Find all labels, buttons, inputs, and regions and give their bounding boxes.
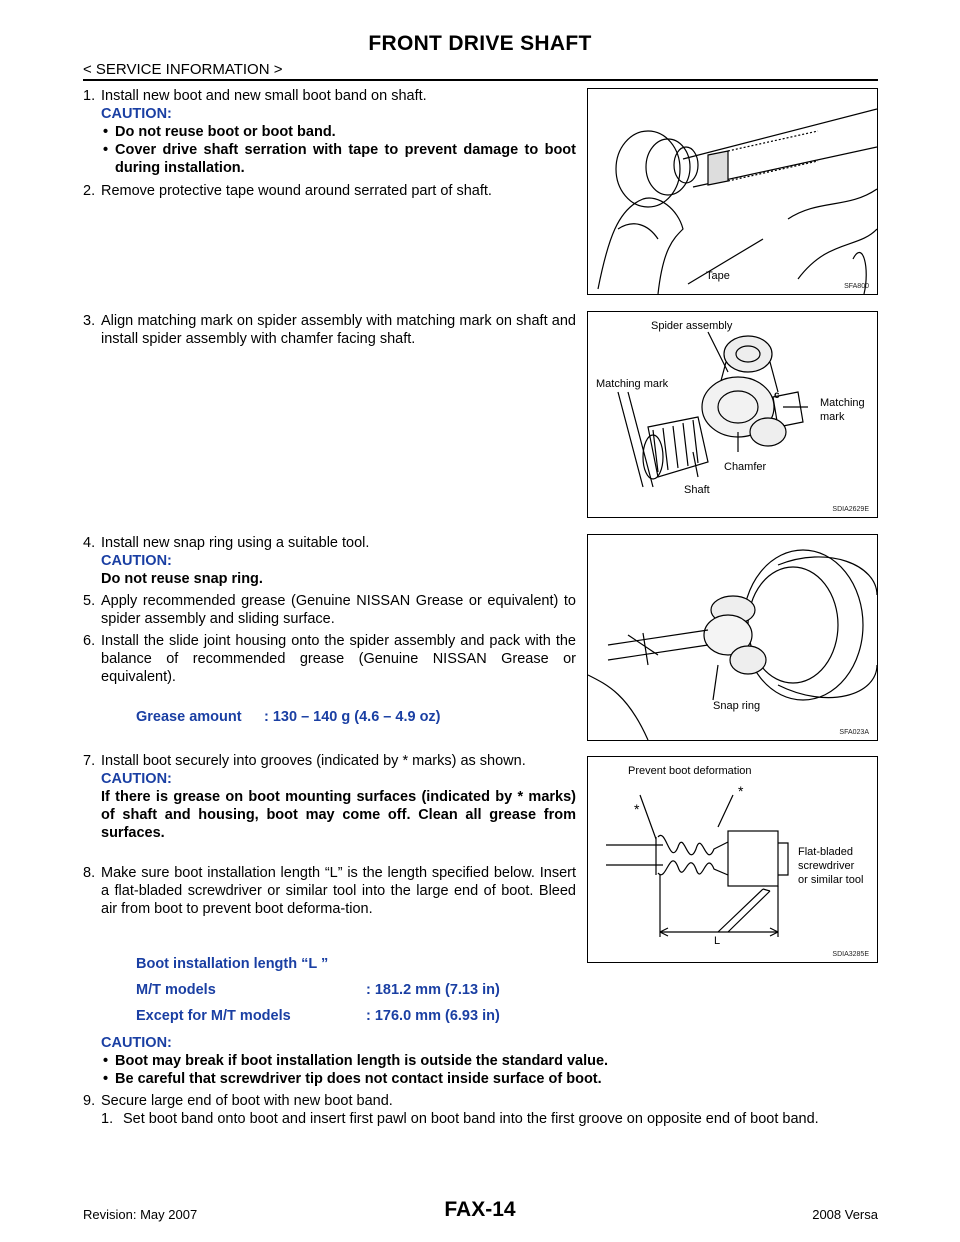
step-8	[83, 864, 576, 918]
caution-bullet: • Be careful that screwdriver tip does not contact inside surface of boot.	[101, 1070, 881, 1088]
step-number: 2.	[83, 183, 96, 199]
matching-mark-right-line-2: mark	[820, 411, 845, 423]
step-9	[83, 1092, 878, 1128]
matching-mark-right-line-1: Matching	[820, 397, 865, 409]
figure-boot-length	[587, 756, 878, 963]
figure-snap-ring	[587, 534, 878, 741]
caution-note: Do not reuse snap ring.	[101, 571, 263, 587]
grease-amount-label: Grease amount	[136, 709, 242, 725]
step-text: Install boot securely into grooves (indicated by * marks) as shown.	[101, 753, 526, 769]
figure-code: SDIA2629E	[832, 506, 869, 513]
tool-label-line-1: Flat-bladed	[798, 846, 854, 858]
shaft-label: Shaft	[684, 484, 710, 496]
step-text: Remove protective tape wound around serrated part of shaft.	[101, 183, 492, 199]
figure-code: SFA800	[844, 283, 869, 290]
step-text: Install new boot and new small boot band on shaft.	[101, 88, 427, 104]
boot-spec-label: M/T models	[136, 982, 216, 998]
sub-step-number: 1.	[101, 1111, 114, 1127]
grease-amount-value: : 130 – 140 g (4.6 – 4.9 oz)	[264, 709, 441, 725]
tape-label: Tape	[706, 270, 730, 282]
groove-mark-left: *	[634, 801, 640, 817]
step-2	[83, 182, 576, 200]
step-text: Secure large end of boot with new boot band.	[101, 1093, 393, 1109]
snap-ring-label: Snap ring	[713, 700, 761, 712]
sub-step-text: Set boot band onto boot and insert first pawl on boot band into the first groove on opposite end of boot band.	[123, 1111, 819, 1127]
step-5	[83, 592, 576, 628]
chamfer-mark: c	[774, 390, 780, 401]
caution-label: CAUTION:	[101, 1035, 172, 1051]
page-title: FRONT DRIVE SHAFT	[368, 32, 592, 55]
tool-label	[798, 845, 863, 887]
step-text: Make sure boot installation length “L” is the length specified below. Insert a flat-bladed screwdriver or similar tool into the large end of boot. Bleed air from boot to prevent boot deforma-tion.	[101, 865, 576, 917]
step-text: Align matching mark on spider assembly with matching mark on shaft and install spider assembly with chamfer facing shaft.	[101, 313, 576, 347]
matching-mark-right-label	[820, 396, 865, 424]
figure-tape-on-shaft	[587, 88, 878, 295]
figure-code: SDIA3285E	[832, 951, 869, 958]
caution-label: CAUTION:	[101, 771, 172, 787]
tool-label-line-3: or similar tool	[798, 874, 864, 886]
caution-bullet: • Do not reuse boot or boot band.	[101, 123, 576, 141]
boot-spec-value: : 176.0 mm (6.93 in)	[366, 1008, 500, 1024]
step-text: Install the slide joint housing onto the spider assembly and pack with the balance of recommended grease (Genuine NISSAN Grease or equivalent).	[101, 633, 576, 685]
step-text: Apply recommended grease (Genuine NISSAN Grease or equivalent) to spider assembly and sliding surface.	[101, 593, 576, 627]
page-number: FAX-14	[444, 1198, 516, 1221]
prevent-deformation-label: Prevent boot deformation	[628, 765, 752, 777]
section-label: < SERVICE INFORMATION >	[83, 61, 283, 78]
caution-label: CAUTION:	[101, 553, 172, 569]
step-number: 4.	[83, 535, 96, 551]
figure-spider-assembly	[587, 311, 878, 518]
sub-step	[101, 1110, 878, 1128]
step-6	[83, 632, 576, 686]
boot-length-title: Boot installation length “L ”	[136, 956, 329, 972]
tool-label-line-2: screwdriver	[798, 860, 855, 872]
figure-code: SFA023A	[839, 729, 869, 736]
step-number: 9.	[83, 1093, 96, 1109]
tape-illustration	[588, 89, 877, 294]
step-number: 7.	[83, 753, 96, 769]
step-1	[83, 87, 576, 177]
step-number: 3.	[83, 313, 96, 329]
step-number: 1.	[83, 88, 96, 104]
matching-mark-left-label: Matching mark	[596, 378, 669, 390]
step-3	[83, 312, 576, 348]
boot-spec-value: : 181.2 mm (7.13 in)	[366, 982, 500, 998]
groove-mark-right: *	[738, 783, 744, 799]
step-number: 8.	[83, 865, 96, 881]
revision-date: Revision: May 2007	[83, 1207, 198, 1222]
step-4	[83, 534, 576, 588]
caution-block	[101, 1034, 881, 1088]
length-l-label: L	[714, 935, 721, 947]
caution-note: If there is grease on boot mounting surfaces (indicated by * marks) of shaft and housing, boot may come off. Clean all grease from surfaces.	[101, 789, 576, 841]
caution-bullet: • Cover drive shaft serration with tape to prevent damage to boot during installation.	[101, 141, 576, 177]
boot-spec-label: Except for M/T models	[136, 1008, 291, 1024]
caution-bullet: • Boot may break if boot installation length is outside the standard value.	[101, 1052, 881, 1070]
step-number: 6.	[83, 633, 96, 649]
caution-label: CAUTION:	[101, 106, 172, 122]
step-number: 5.	[83, 593, 96, 609]
step-7	[83, 752, 576, 842]
header-divider	[83, 79, 878, 81]
chamfer-label: Chamfer	[724, 461, 767, 473]
step-text: Install new snap ring using a suitable tool.	[101, 535, 370, 551]
model-name: 2008 Versa	[812, 1207, 878, 1222]
spider-assembly-label: Spider assembly	[651, 320, 733, 332]
